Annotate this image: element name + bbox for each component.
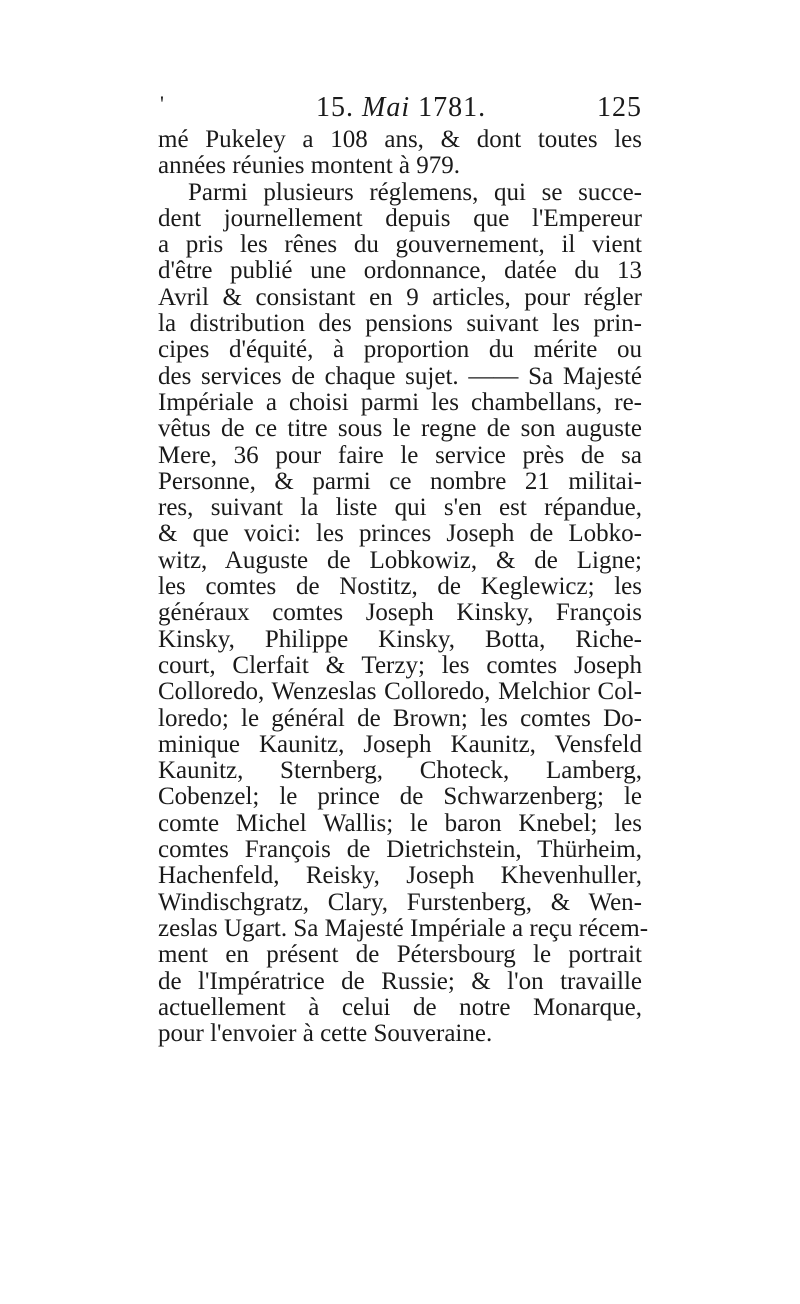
header-year: 1781. — [418, 92, 487, 123]
body-text — [158, 126, 649, 1048]
text-line: généraux comtes Joseph Kinsky, François — [158, 599, 642, 627]
header-day: 15. — [316, 92, 354, 123]
text-line: Mere, 36 pour faire le service près de sa — [158, 441, 642, 469]
margin-mark: ' — [160, 91, 164, 116]
page-number: 125 — [597, 92, 642, 123]
text-line: ment en présent de Pétersbourg le portrait — [158, 941, 642, 969]
running-header — [158, 88, 642, 128]
text-line: pour l'envoier à cette Souveraine. — [158, 1020, 493, 1048]
text-line: Parmi plusieurs réglemens, qui se succe- — [188, 178, 642, 206]
text-line: res, suivant la liste qui s'en est répandue, — [158, 494, 642, 522]
header-month: Mai — [362, 92, 411, 123]
text-line: Impériale a choisi parmi les chambellans, re- — [158, 388, 642, 416]
text-line: années réunies montent à 979. — [158, 152, 460, 180]
text-line: Hachenfeld, Reisky, Joseph Khevenhuller, — [158, 862, 642, 890]
text-line: Windischgratz, Clary, Furstenberg, & Wen- — [158, 888, 642, 916]
text-line: comte Michel Wallis; le baron Knebel; les — [158, 809, 642, 837]
header-date — [316, 88, 486, 128]
text-line: des services de chaque sujet. —— Sa Majesté — [158, 362, 642, 390]
text-line: Personne, & parmi ce nombre 21 militai- — [158, 467, 642, 495]
text-line: comtes François de Dietrichstein, Thürheim, — [158, 836, 642, 864]
text-line: Kaunitz, Sternberg, Choteck, Lamberg, — [158, 757, 642, 785]
text-line: d'être publié une ordonnance, datée du 13 — [158, 257, 642, 285]
text-line: & que voici: les princes Joseph de Lobko- — [158, 520, 642, 548]
text-line: minique Kaunitz, Joseph Kaunitz, Vensfeld — [158, 730, 642, 758]
text-line: cipes d'équité, à proportion du mérite ou — [158, 336, 642, 364]
text-line: a pris les rênes du gouvernement, il vient — [158, 231, 642, 259]
text-line: court, Clerfait & Terzy; les comtes Joseph — [158, 651, 642, 679]
text-line: Kinsky, Philippe Kinsky, Botta, Riche- — [158, 625, 642, 653]
text-line: de l'Impératrice de Russie; & l'on travaille — [158, 967, 642, 995]
text-line: vêtus de ce titre sous le regne de son auguste — [158, 415, 642, 443]
text-line: witz, Auguste de Lobkowiz, & de Ligne; — [158, 546, 642, 574]
text-line: loredo; le général de Brown; les comtes Do- — [158, 704, 642, 732]
text-line: la distribution des pensions suivant les prin- — [158, 310, 642, 338]
text-line: Colloredo, Wenzeslas Colloredo, Melchior Col- — [158, 678, 642, 706]
text-line: dent journellement depuis que l'Empereur — [158, 204, 642, 232]
text-line: zeslas Ugart. Sa Majesté Impériale a reçu récem- — [158, 914, 649, 942]
text-line: mé Pukeley a 108 ans, & dont toutes les — [158, 126, 642, 153]
text-line: les comtes de Nostitz, de Keglewicz; les — [158, 573, 642, 601]
text-line: Cobenzel; le prince de Schwarzenberg; le — [158, 783, 642, 811]
text-line: actuellement à celui de notre Monarque, — [158, 993, 642, 1021]
text-line: Avril & consistant en 9 articles, pour régler — [158, 283, 642, 311]
